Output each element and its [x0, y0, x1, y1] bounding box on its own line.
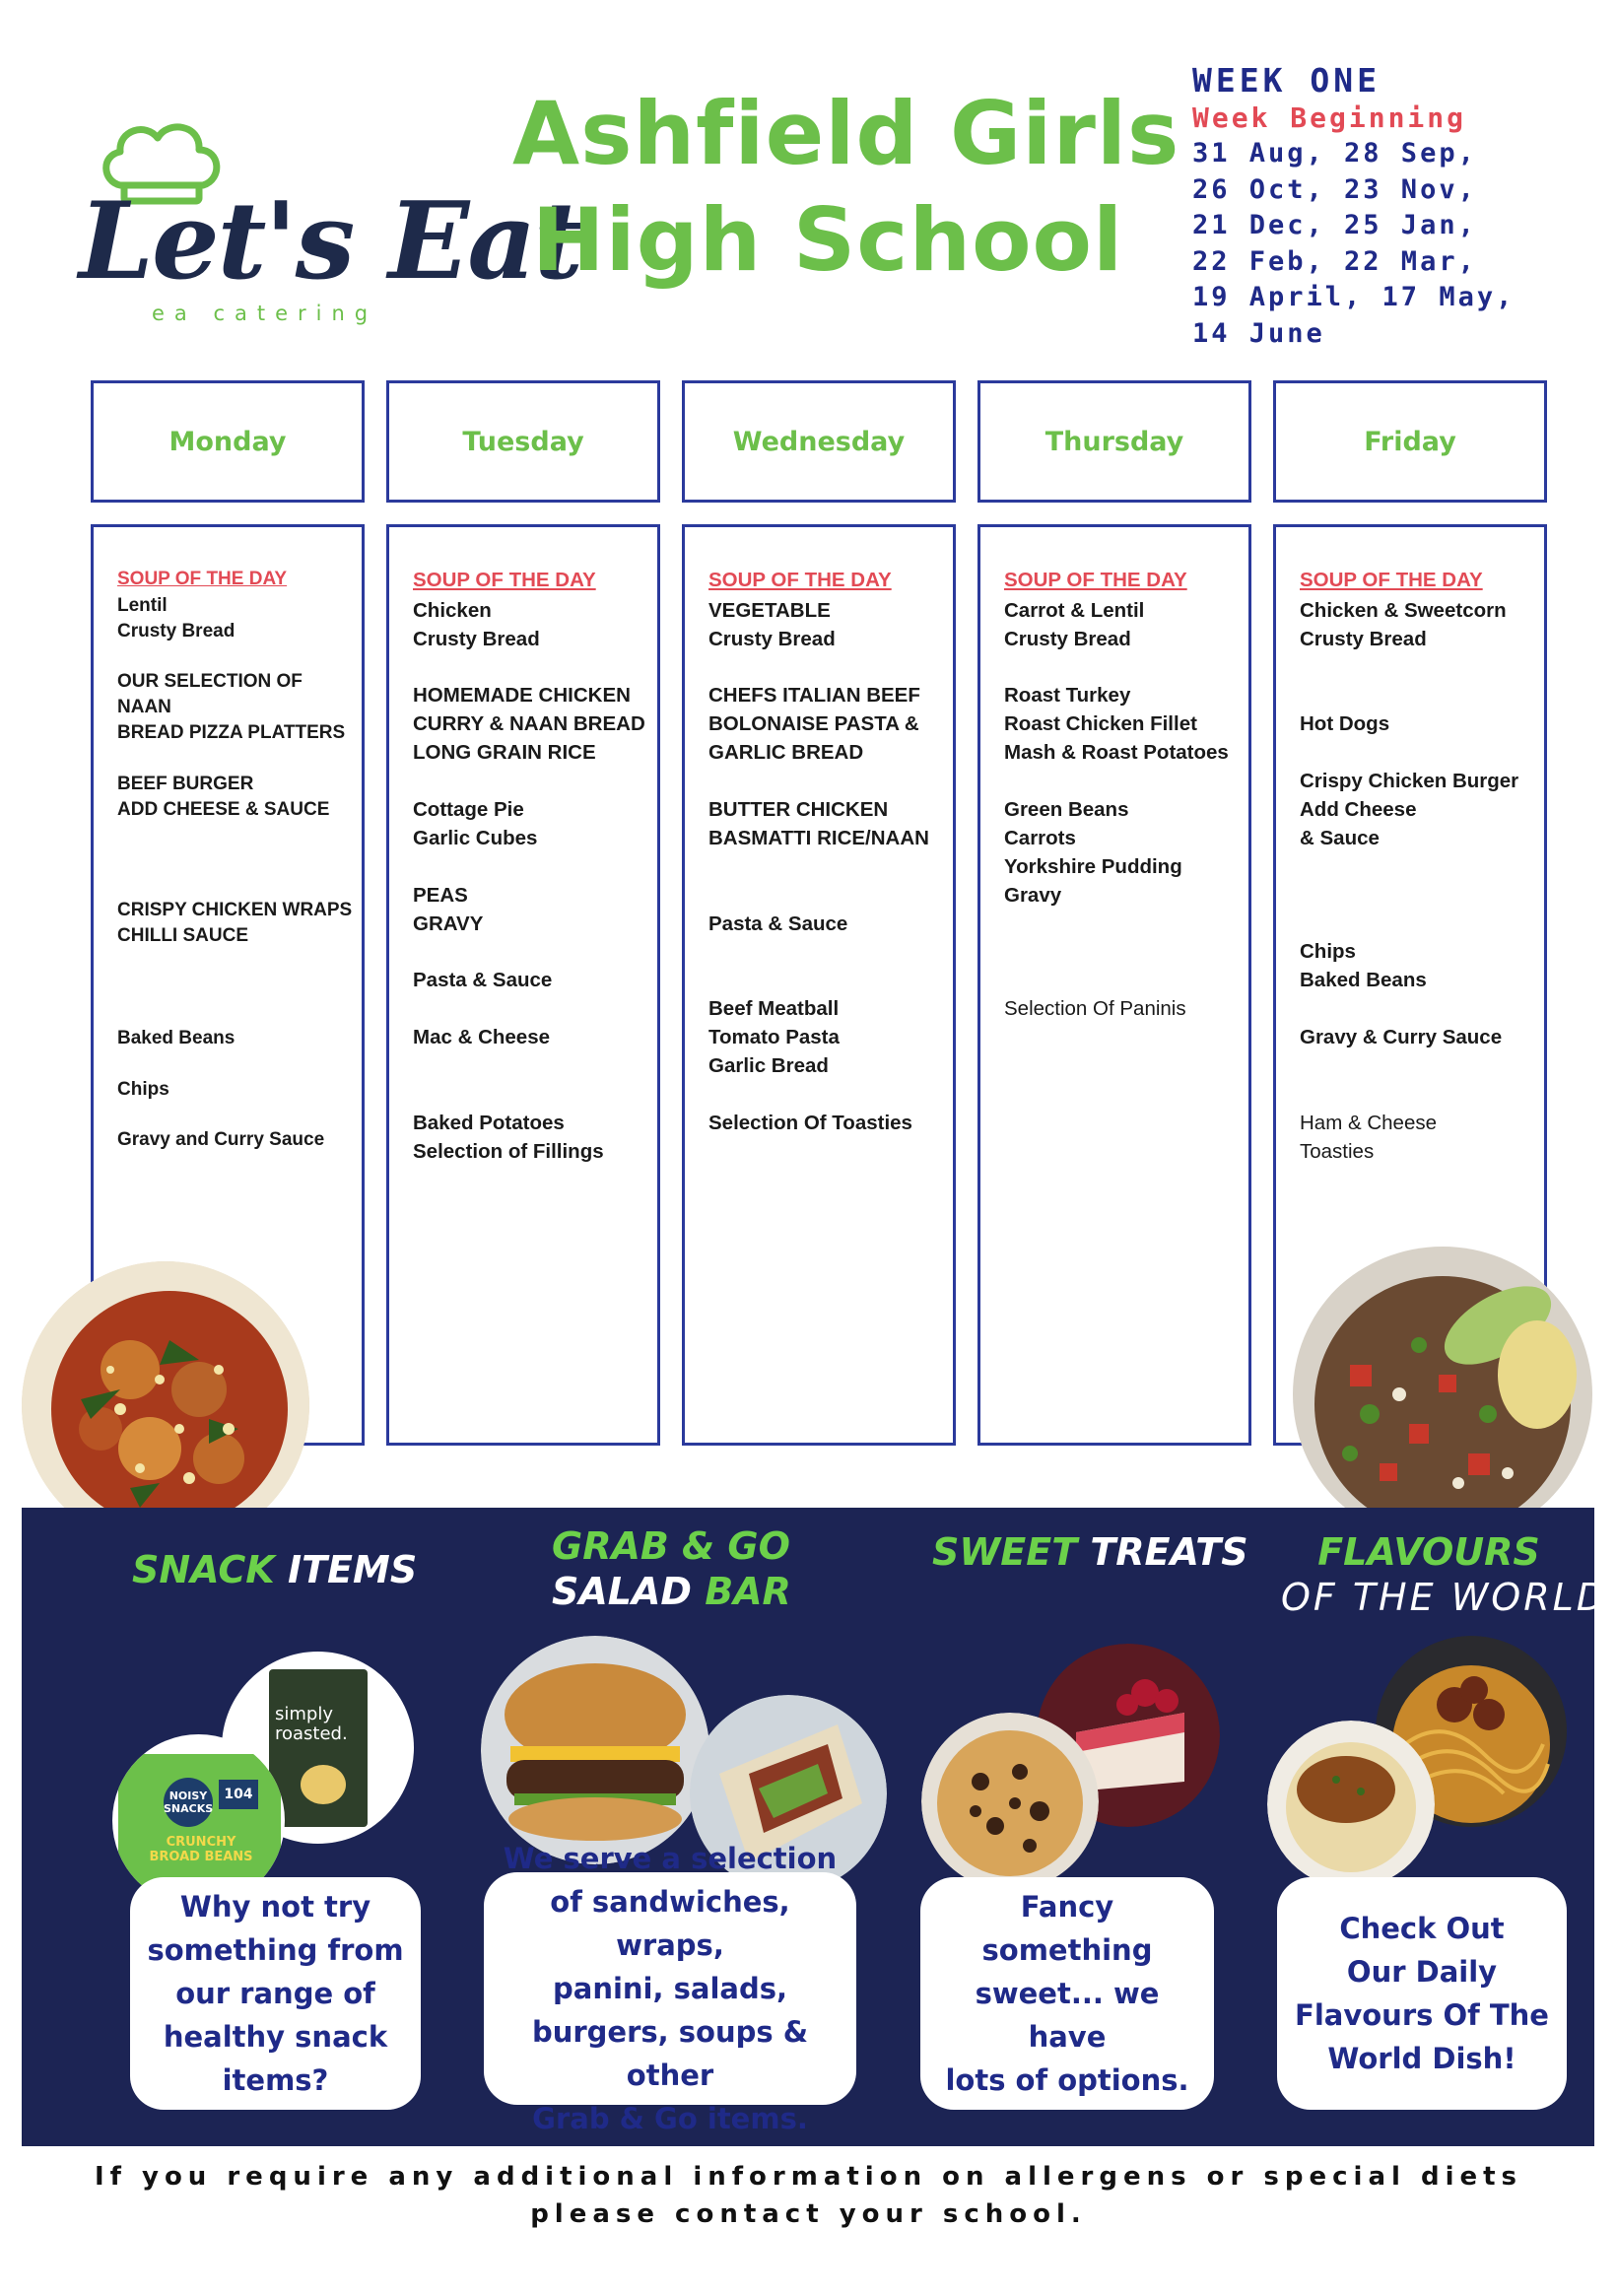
soup-of-the-day-label: SOUP OF THE DAY	[413, 569, 596, 591]
school-title	[512, 81, 1180, 294]
menu-item: Gravy & Curry Sauce	[1300, 1026, 1503, 1048]
menu-item: Chips	[117, 1079, 169, 1100]
menu-item: Beef Meatball Tomato Pasta Garlic Bread	[708, 997, 840, 1077]
menu-column-tuesday	[386, 524, 660, 1446]
menu-item: Lentil Crusty Bread	[117, 595, 236, 642]
menu-item: Carrot & Lentil Crusty Bread	[1004, 599, 1145, 650]
day-header-thursday	[977, 380, 1251, 503]
logo-script-text: Let's Eat	[79, 179, 582, 304]
sweet-treats-title: SWEET TREATS	[932, 1530, 1248, 1574]
menu-column-wednesday	[682, 524, 956, 1446]
logo-subtitle: ea catering	[152, 302, 378, 325]
menu-item: Pasta & Sauce	[708, 912, 848, 935]
menu-item: Chips Baked Beans	[1300, 940, 1427, 991]
simply-roasted-label: simply roasted.	[275, 1704, 348, 1744]
lets-eat-logo	[79, 108, 582, 335]
menu-item: Green Beans Carrots Yorkshire Pudding Gravy	[1004, 798, 1182, 907]
burger-photo	[481, 1636, 709, 1864]
menu-item: OUR SELECTION OF NAAN BREAD PIZZA PLATTERS	[117, 671, 346, 743]
menu-item: Chicken Crusty Bread	[413, 599, 540, 650]
soup-of-the-day-label: SOUP OF THE DAY	[117, 569, 288, 589]
grab-and-go-title: GRAB & GO SALAD BAR	[552, 1524, 791, 1613]
menu-item: Hot Dogs	[1300, 712, 1390, 735]
flavours-of-the-world-title: FLAVOURS OF THE WORLD	[1281, 1530, 1609, 1619]
sweet-treats-message: Fancy something sweet... we have lots of options.	[920, 1877, 1214, 2110]
pasta-bake-photo	[22, 1261, 309, 1549]
curry-rice-photo	[1267, 1721, 1435, 1888]
snack-items-message: Why not try something from our range of healthy snack items?	[130, 1877, 421, 2110]
grab-and-go-message: We serve a selection of sandwiches, wraps, panini, salads, burgers, soups & other Grab & Go items.	[484, 1872, 856, 2105]
school-title-line2: High School	[531, 189, 1124, 291]
menu-item: BEEF BURGER ADD CHEESE & SAUCE	[117, 774, 330, 820]
day-name: Monday	[168, 426, 287, 457]
menu-item: BUTTER CHICKEN BASMATTI RICE/NAAN	[708, 798, 929, 849]
week-title: WEEK ONE	[1192, 61, 1381, 100]
menu-column-thursday	[977, 524, 1251, 1446]
menu-item: Selection Of Paninis	[1004, 997, 1186, 1020]
menu-item: Chicken & Sweetcorn Crusty Bread	[1300, 599, 1507, 650]
menu-item: CRISPY CHICKEN WRAPS CHILLI SAUCE	[117, 900, 353, 946]
snack-items-title: SNACK ITEMS	[132, 1548, 418, 1591]
cookie-photo	[921, 1713, 1099, 1890]
school-title-line1: Ashfield Girls	[512, 83, 1180, 184]
menu-item: Selection Of Toasties	[708, 1112, 912, 1134]
soup-of-the-day-label: SOUP OF THE DAY	[708, 569, 892, 591]
week-info	[1192, 61, 1586, 352]
day-header-monday	[91, 380, 365, 503]
day-header-tuesday	[386, 380, 660, 503]
week-dates: 31 Aug, 28 Sep, 26 Oct, 23 Nov, 21 Dec, 25 Jan, 22 Feb, 22 Mar, 19 April, 17 May, 14 June	[1192, 138, 1516, 349]
menu-item: PEAS GRAVY	[413, 884, 484, 935]
day-header-wednesday	[682, 380, 956, 503]
menu-item: Pasta & Sauce	[413, 969, 553, 991]
menu-item: HOMEMADE CHICKEN CURRY & NAAN BREAD LONG GRAIN RICE	[413, 684, 645, 764]
menu-item: Gravy and Curry Sauce	[117, 1129, 325, 1150]
menu-item: Roast Turkey Roast Chicken Fillet Mash & Roast Potatoes	[1004, 684, 1229, 764]
menu-item: Cottage Pie Garlic Cubes	[413, 798, 538, 849]
day-header-friday	[1273, 380, 1547, 503]
allergen-notice: If you require any additional information on allergens or special diets please contact your school.	[94, 2162, 1523, 2229]
menu-item: Baked Beans	[117, 1028, 236, 1048]
soup-of-the-day-label: SOUP OF THE DAY	[1004, 569, 1187, 591]
menu-item: Ham & Cheese Toasties	[1300, 1112, 1438, 1163]
day-name: Wednesday	[732, 426, 906, 457]
menu-item: Crispy Chicken Burger Add Cheese & Sauce	[1300, 770, 1519, 849]
day-name: Tuesday	[462, 426, 584, 457]
salad-bowl-photo	[1291, 1247, 1594, 1542]
flavours-of-the-world-message: Check Out Our Daily Flavours Of The World Dish!	[1277, 1877, 1567, 2110]
menu-item: VEGETABLE Crusty Bread	[708, 599, 836, 650]
menu-item: CHEFS ITALIAN BEEF BOLONAISE PASTA & GARLIC BREAD	[708, 684, 920, 764]
noisy-snacks-broad-beans-photo: NOISY SNACKS 104 CRUNCHY BROAD BEANS	[112, 1734, 285, 1907]
week-beginning-label: Week Beginning	[1192, 101, 1467, 134]
menu-item: Mac & Cheese	[413, 1026, 551, 1048]
day-name: Thursday	[1044, 426, 1184, 457]
menu-item: Baked Potatoes Selection of Fillings	[413, 1112, 604, 1163]
day-name: Friday	[1364, 426, 1456, 457]
soup-of-the-day-label: SOUP OF THE DAY	[1300, 569, 1483, 591]
